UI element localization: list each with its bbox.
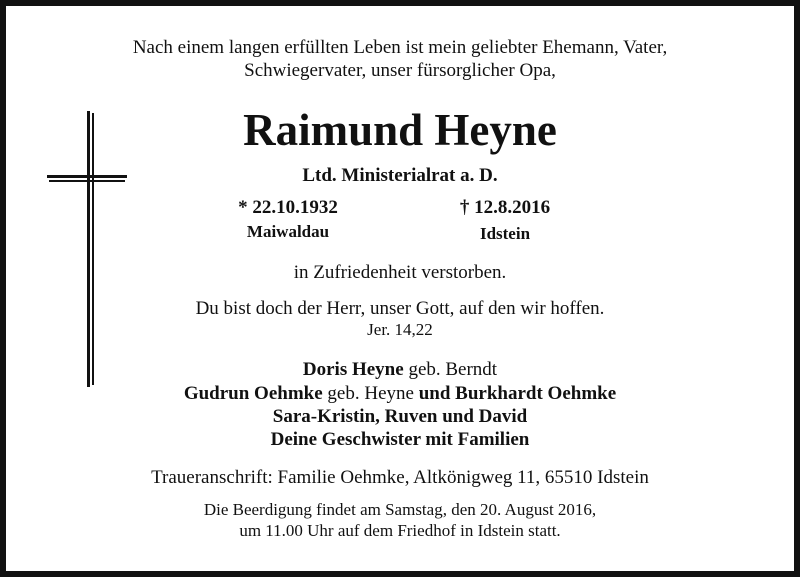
mourner-line-4: Deine Geschwister mit Familien (270, 429, 530, 450)
mourner-name: und Burkhardt Oehmke (418, 383, 617, 404)
death-date: † 12.8.2016 (459, 197, 551, 218)
intro-line-1: Nach einem langen erfüllten Leben ist mein geliebter Ehemann, Vater, (132, 37, 668, 58)
mourner-name: Doris Heyne (302, 359, 404, 380)
birth-place: Maiwaldau (246, 222, 330, 241)
mourner-detail: geb. Berndt (403, 359, 498, 380)
bible-verse: Du bist doch der Herr, unser Gott, auf den wir hoffen. (195, 298, 605, 319)
mourner-line-2 (0, 383, 800, 405)
funeral-line-1: Die Beerdigung findet am Samstag, den 20. August 2016, (203, 500, 597, 519)
mourner-line-1 (0, 359, 800, 381)
death-place: Idstein (479, 224, 531, 243)
birth-date: * 22.10.1932 (238, 197, 338, 218)
deceased-name: Raimund Heyne (243, 105, 557, 155)
deceased-title: Ltd. Ministerialrat a. D. (302, 165, 498, 186)
passed-text: in Zufriedenheit verstorben. (293, 262, 507, 283)
verse-reference: Jer. 14,22 (367, 320, 433, 339)
intro-line-2: Schwiegervater, unser fürsorglicher Opa, (244, 60, 556, 81)
funeral-line-2: um 11.00 Uhr auf dem Friedhof in Idstein statt. (239, 521, 561, 540)
mourner-detail: geb. Heyne (322, 383, 419, 404)
mourner-name: Gudrun Oehmke (183, 383, 323, 404)
mourner-line-3: Sara-Kristin, Ruven und David (272, 406, 528, 427)
mourning-address: Traueranschrift: Familie Oehmke, Altkönigweg 11, 65510 Idstein (151, 467, 649, 488)
